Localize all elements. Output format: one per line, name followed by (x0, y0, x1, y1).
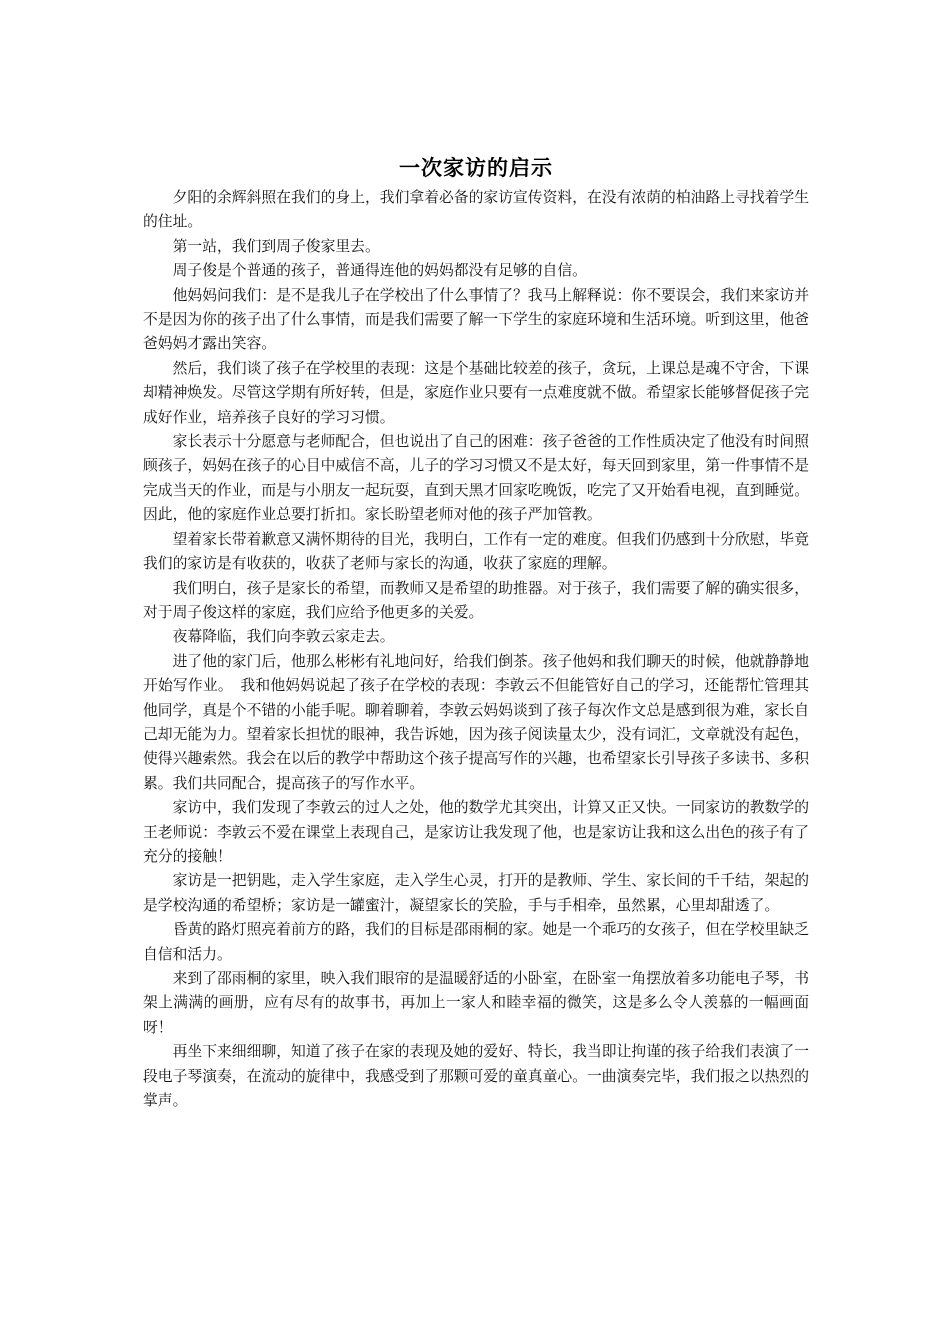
paragraph: 他妈妈问我们：是不是我儿子在学校出了什么事情了？我马上解释说：你不要误会，我们来家访并不是因为你的孩子出了什么事情，而是我们需要了解一下学生的家庭环境和生活环境。听到这里，他爸爸妈妈才露出笑容。 (143, 286, 809, 353)
paragraph: 周子俊是个普通的孩子，普通得连他的妈妈都没有足够的自信。 (172, 262, 587, 280)
document-page (143, 150, 809, 1113)
paragraph: 昏黄的路灯照亮着前方的路，我们的目标是邵雨桐的家。她是一个乖巧的女孩子，但在学校里缺乏自信和活力。 (143, 921, 809, 963)
paragraph: 家访是一把钥匙，走入学生家庭，走入学生心灵，打开的是教师、学生、家长间的千千结，架起的是学校沟通的希望桥；家访是一罐蜜汁，凝望家长的笑脸，手与手相牵，虽然累，心里却甜透了。 (143, 872, 809, 914)
paragraph: 我们明白，孩子是家长的希望，而教师又是希望的助推器。对于孩子，我们需要了解的确实很多，对于周子俊这样的家庭，我们应给予他更多的关爱。 (143, 579, 809, 621)
paragraph: 再坐下来细细聊，知道了孩子在家的表现及她的爱好、特长，我当即让拘谨的孩子给我们表演了一段电子琴演奏，在流动的旋律中，我感受到了那颗可爱的童真童心。一曲演奏完毕，我们报之以热烈的掌声。 (143, 1043, 809, 1110)
paragraph: 望着家长带着歉意又满怀期待的目光，我明白，工作有一定的难度。但我们仍感到十分欣慰，毕竟我们的家访是有收获的，收获了老师与家长的沟通，收获了家庭的理解。 (143, 530, 809, 573)
paragraph: 进了他的家门后，他那么彬彬有礼地问好，给我们倒茶。孩子他妈和我们聊天的时候，他就静静地开始写作业。 我和他妈妈说起了孩子在学校的表现：李敦云不但能管好自己的学习，还能帮忙管理其他同学，真是个不错的小能手呢。聊着聊着，李敦云妈妈谈到了孩子每次作文总是感到很为难，家长自己却无能为力。望着家长担忧的眼神，我告诉她，因为孩子阅读量太少，没有词汇，文章就没有起色，使得兴趣索然。我会在以后的教学中帮助这个孩子提高写作的兴趣，也希望家长引导孩子多读书、多积累。我们共同配合，提高孩子的写作水平。 (143, 652, 809, 792)
paragraph: 夕阳的余辉斜照在我们的身上，我们拿着必备的家访宣传资料，在没有浓荫的柏油路上寻找着学生的住址。 (143, 189, 809, 231)
paragraph: 然后，我们谈了孩子在学校里的表现：这是个基础比较差的孩子，贪玩，上课总是魂不守舍，下课却精神焕发。尽管这学期有所好转，但是，家庭作业只要有一点难度就不做。希望家长能够督促孩子完成好作业，培养孩子良好的学习习惯。 (143, 359, 809, 426)
paragraph: 夜幕降临，我们向李敦云家走去。 (172, 628, 395, 646)
paragraph: 来到了邵雨桐的家里，映入我们眼帘的是温暖舒适的小卧室，在卧室一角摆放着多功能电子琴，书架上满满的画册，应有尽有的故事书，再加上一家人和睦幸福的微笑，这是多么令人羡慕的一幅画面呀！ (143, 970, 809, 1036)
paragraph: 家访中，我们发现了李敦云的过人之处，他的数学尤其突出，计算又正又快。一同家访的教数学的王老师说：李敦云不爱在课堂上表现自己，是家访让我发现了他，也是家访让我和这么出色的孩子有了充分的接触！ (143, 799, 809, 865)
paragraph: 第一站，我们到周子俊家里去。 (172, 237, 380, 255)
paragraph: 家长表示十分愿意与老师配合，但也说出了自己的困难：孩子爸爸的工作性质决定了他没有时间照顾孩子，妈妈在孩子的心目中威信不高，儿子的学习习惯又不是太好，每天回到家里，第一件事情不是完成当天的作业，而是与小朋友一起玩耍，直到天黑才回家吃晚饭，吃完了又开始看电视，直到睡觉。因此，他的家庭作业总要打折扣。家长盼望老师对他的孩子严加管教。 (143, 433, 809, 524)
document-title: 一次家访的启示 (399, 156, 553, 180)
